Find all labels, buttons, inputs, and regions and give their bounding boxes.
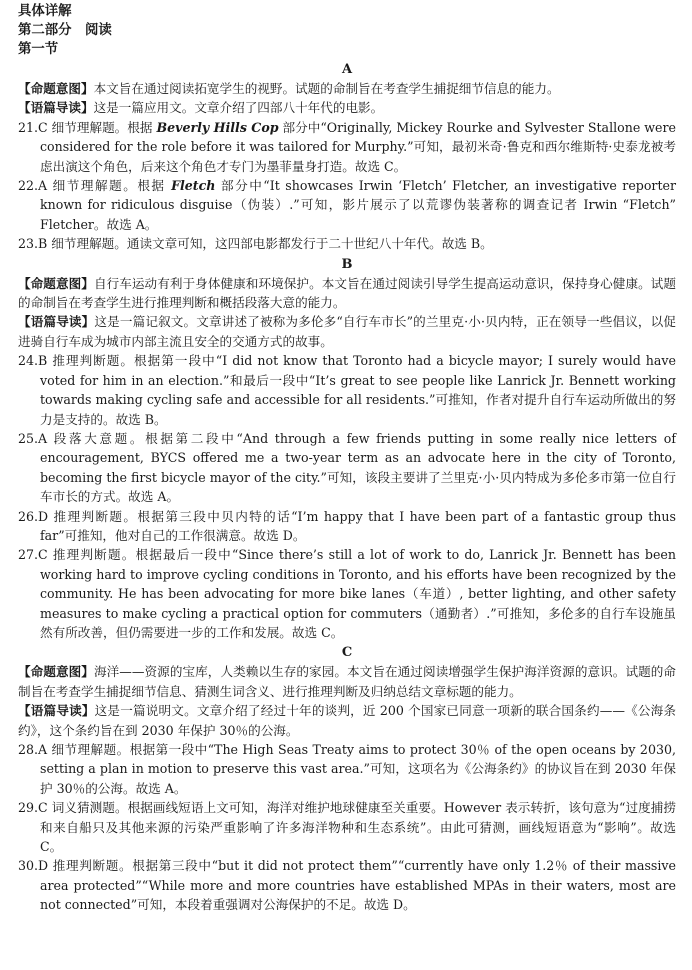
answer-text: 部分中“Originally, Mickey Rourke and Sylvester Stallone were considered for the role before it was tailored for Murphy.”可知，最初米奇·鲁克和西尔维斯特·史泰龙被考虑出演这个角色，后来这个角色才专门为墨菲量身打造。故选 C。 bbox=[40, 119, 676, 174]
answer-22 bbox=[18, 176, 676, 234]
answer-no: 29.C bbox=[18, 800, 48, 816]
answer-no: 30.D bbox=[18, 858, 49, 874]
guide-tag: 【语篇导读】 bbox=[18, 100, 94, 116]
intent-tag: 【命题意图】 bbox=[18, 275, 94, 291]
answer-text: 部分中“It showcases Irwin ‘Fletch’ Fletcher, an investigative reporter known for ridiculous disguise（伪装）.”可知，影片展示了以荒谬伪装著称的调查记者 Irwin “Fletch” Fletcher。故选 A。 bbox=[40, 178, 676, 232]
film-title: Beverly Hills Cop bbox=[156, 119, 279, 135]
guide-text: 这是一篇应用文。文章介绍了四部八十年代的电影。 bbox=[93, 100, 384, 116]
intent-text: 本文旨在通过阅读拓宽学生的视野。试题的命制旨在考查学生捕捉细节信息的能力。 bbox=[93, 81, 560, 96]
answer-text: 细节理解题。根据第一段中“The High Seas Treaty aims to protect 30％ of the open oceans by 2030, setting a plan in motion to preserve this vast area.”可知，这项名为《公海条约》的协议旨在到 2030 年保护 30％的公海。故选 A。 bbox=[40, 742, 676, 796]
passage-a-heading: A bbox=[341, 62, 353, 77]
page-title: 具体详解 bbox=[18, 4, 72, 19]
guide-tag: 【语篇导读】 bbox=[18, 703, 95, 719]
part-heading: 第二部分 阅读 bbox=[18, 23, 112, 38]
intent-tag: 【命题意图】 bbox=[18, 664, 94, 680]
film-title: Fletch bbox=[171, 178, 216, 194]
passage-a-intent bbox=[18, 79, 676, 98]
answer-23 bbox=[18, 234, 676, 253]
answer-21 bbox=[18, 118, 676, 176]
passage-c-intent bbox=[18, 662, 676, 701]
answer-30 bbox=[18, 856, 676, 914]
answer-text: 推理判断题。根据第三段中贝内特的话“I’m happy that I have been part of a fantastic group thus far”可推知，他对自己的工作很满意。故选 D。 bbox=[40, 508, 676, 543]
answer-29 bbox=[18, 798, 676, 856]
answer-27 bbox=[18, 545, 676, 642]
answer-no: 26.D bbox=[18, 508, 49, 524]
answer-text: 推理判断题。根据最后一段中“Since there’s still a lot of work to do, Lanrick Jr. Bennett has been working hard to improve cycling conditions in Toronto, and his efforts have been recognized by the community. He has been advocating for more bike lanes（车道）, better lighting, and other safety measures to make cycling a practical option for commuters（通勤者）.”可推知，多伦多的自行车设施虽然有所改善，但仍需要进一步的工作和发展。故选 C。 bbox=[40, 547, 676, 640]
answer-no: 21.C bbox=[18, 119, 48, 135]
answer-text: 细节理解题。通读文章可知，这四部电影都发行于二十世纪八十年代。故选 B。 bbox=[47, 236, 493, 252]
passage-a-guide bbox=[18, 98, 676, 117]
passage-c-guide bbox=[18, 701, 676, 740]
answer-no: 23.B bbox=[18, 236, 48, 252]
answer-text: 细节理解题。根据 bbox=[47, 119, 157, 135]
guide-text: 这是一篇记叙文。文章讲述了被称为多伦多“自行车市长”的兰里克·小·贝内特，正在领导一些倡议，以促进骑自行车成为城市内部主流且安全的交通方式的故事。 bbox=[18, 314, 676, 349]
answer-no: 24.B bbox=[18, 353, 48, 369]
answer-text: 推理判断题。根据第一段中“I did not know that Toronto had a bicycle mayor; I surely would have voted for him in an election.”和最后一段中“It’s great to see people like Lanrick Jr. Bennett working towards making cycling safe and accessible for all residents.”可推知，作者对提升自行车运动所做出的努力是支持的。故选 B。 bbox=[40, 353, 676, 427]
answer-25 bbox=[18, 429, 676, 507]
passage-b-heading: B bbox=[341, 256, 353, 272]
passage-c-heading: C bbox=[341, 645, 353, 661]
answer-text: 段落大意题。根据第二段中“And through a few friends putting in some really nice letters of encouragement, BYCS offered me a two-year term as an advocate here in the city of Toronto, becoming the first bicycle mayor of the city.”可知，该段主要讲了兰里克·小·贝内特成为多伦多市第一位自行车市长的方式。故选 A。 bbox=[40, 430, 676, 505]
passage-b-intent bbox=[18, 274, 676, 313]
answer-28 bbox=[18, 740, 676, 798]
intent-text: 自行车运动有利于身体健康和环境保护。本文旨在通过阅读引导学生提高运动意识，保持身心健康。试题的命制旨在考查学生进行推理判断和概括段落大意的能力。 bbox=[18, 275, 677, 311]
answer-24 bbox=[18, 351, 676, 429]
passage-b-guide bbox=[18, 312, 676, 351]
intent-tag: 【命题意图】 bbox=[18, 81, 94, 96]
answer-no: 25.A bbox=[18, 430, 48, 446]
answer-26 bbox=[18, 507, 676, 546]
section-heading: 第一节 bbox=[18, 42, 59, 57]
answer-no: 22.A bbox=[18, 178, 48, 194]
answer-text: 推理判断题。根据第三段中“but it did not protect them”“currently have only 1.2％ of their massive area protected”“While more and more countries have established MPAs in their waters, most are not connected”可知，本段着重强调对公海保护的不足。故选 D。 bbox=[40, 858, 676, 913]
intent-text: 海洋——资源的宝库，人类赖以生存的家园。本文旨在通过阅读增强学生保护海洋资源的意识。试题的命制旨在考查学生捕捉细节信息、猜测生词含义、进行推理判断及归纳总结文章标题的能力。 bbox=[18, 664, 676, 699]
answer-text: 词义猜测题。根据画线短语上文可知，海洋对维护地球健康至关重要。However 表示转折，该句意为“过度捕捞和来自船只及其他来源的污染严重影响了许多海洋物种和生态系统”。由此可猜测，画线短语意为“影响”。故选 C。 bbox=[40, 800, 676, 855]
answer-text: 细节理解题。根据 bbox=[47, 178, 172, 194]
answer-no: 27.C bbox=[18, 547, 48, 563]
guide-tag: 【语篇导读】 bbox=[18, 314, 95, 330]
answer-no: 28.A bbox=[18, 742, 48, 757]
guide-text: 这是一篇说明文。文章介绍了经过十年的谈判，近 200 个国家已同意一项新的联合国条约——《公海条约》，这个条约旨在到 2030 年保护 30％的公海。 bbox=[18, 703, 677, 738]
